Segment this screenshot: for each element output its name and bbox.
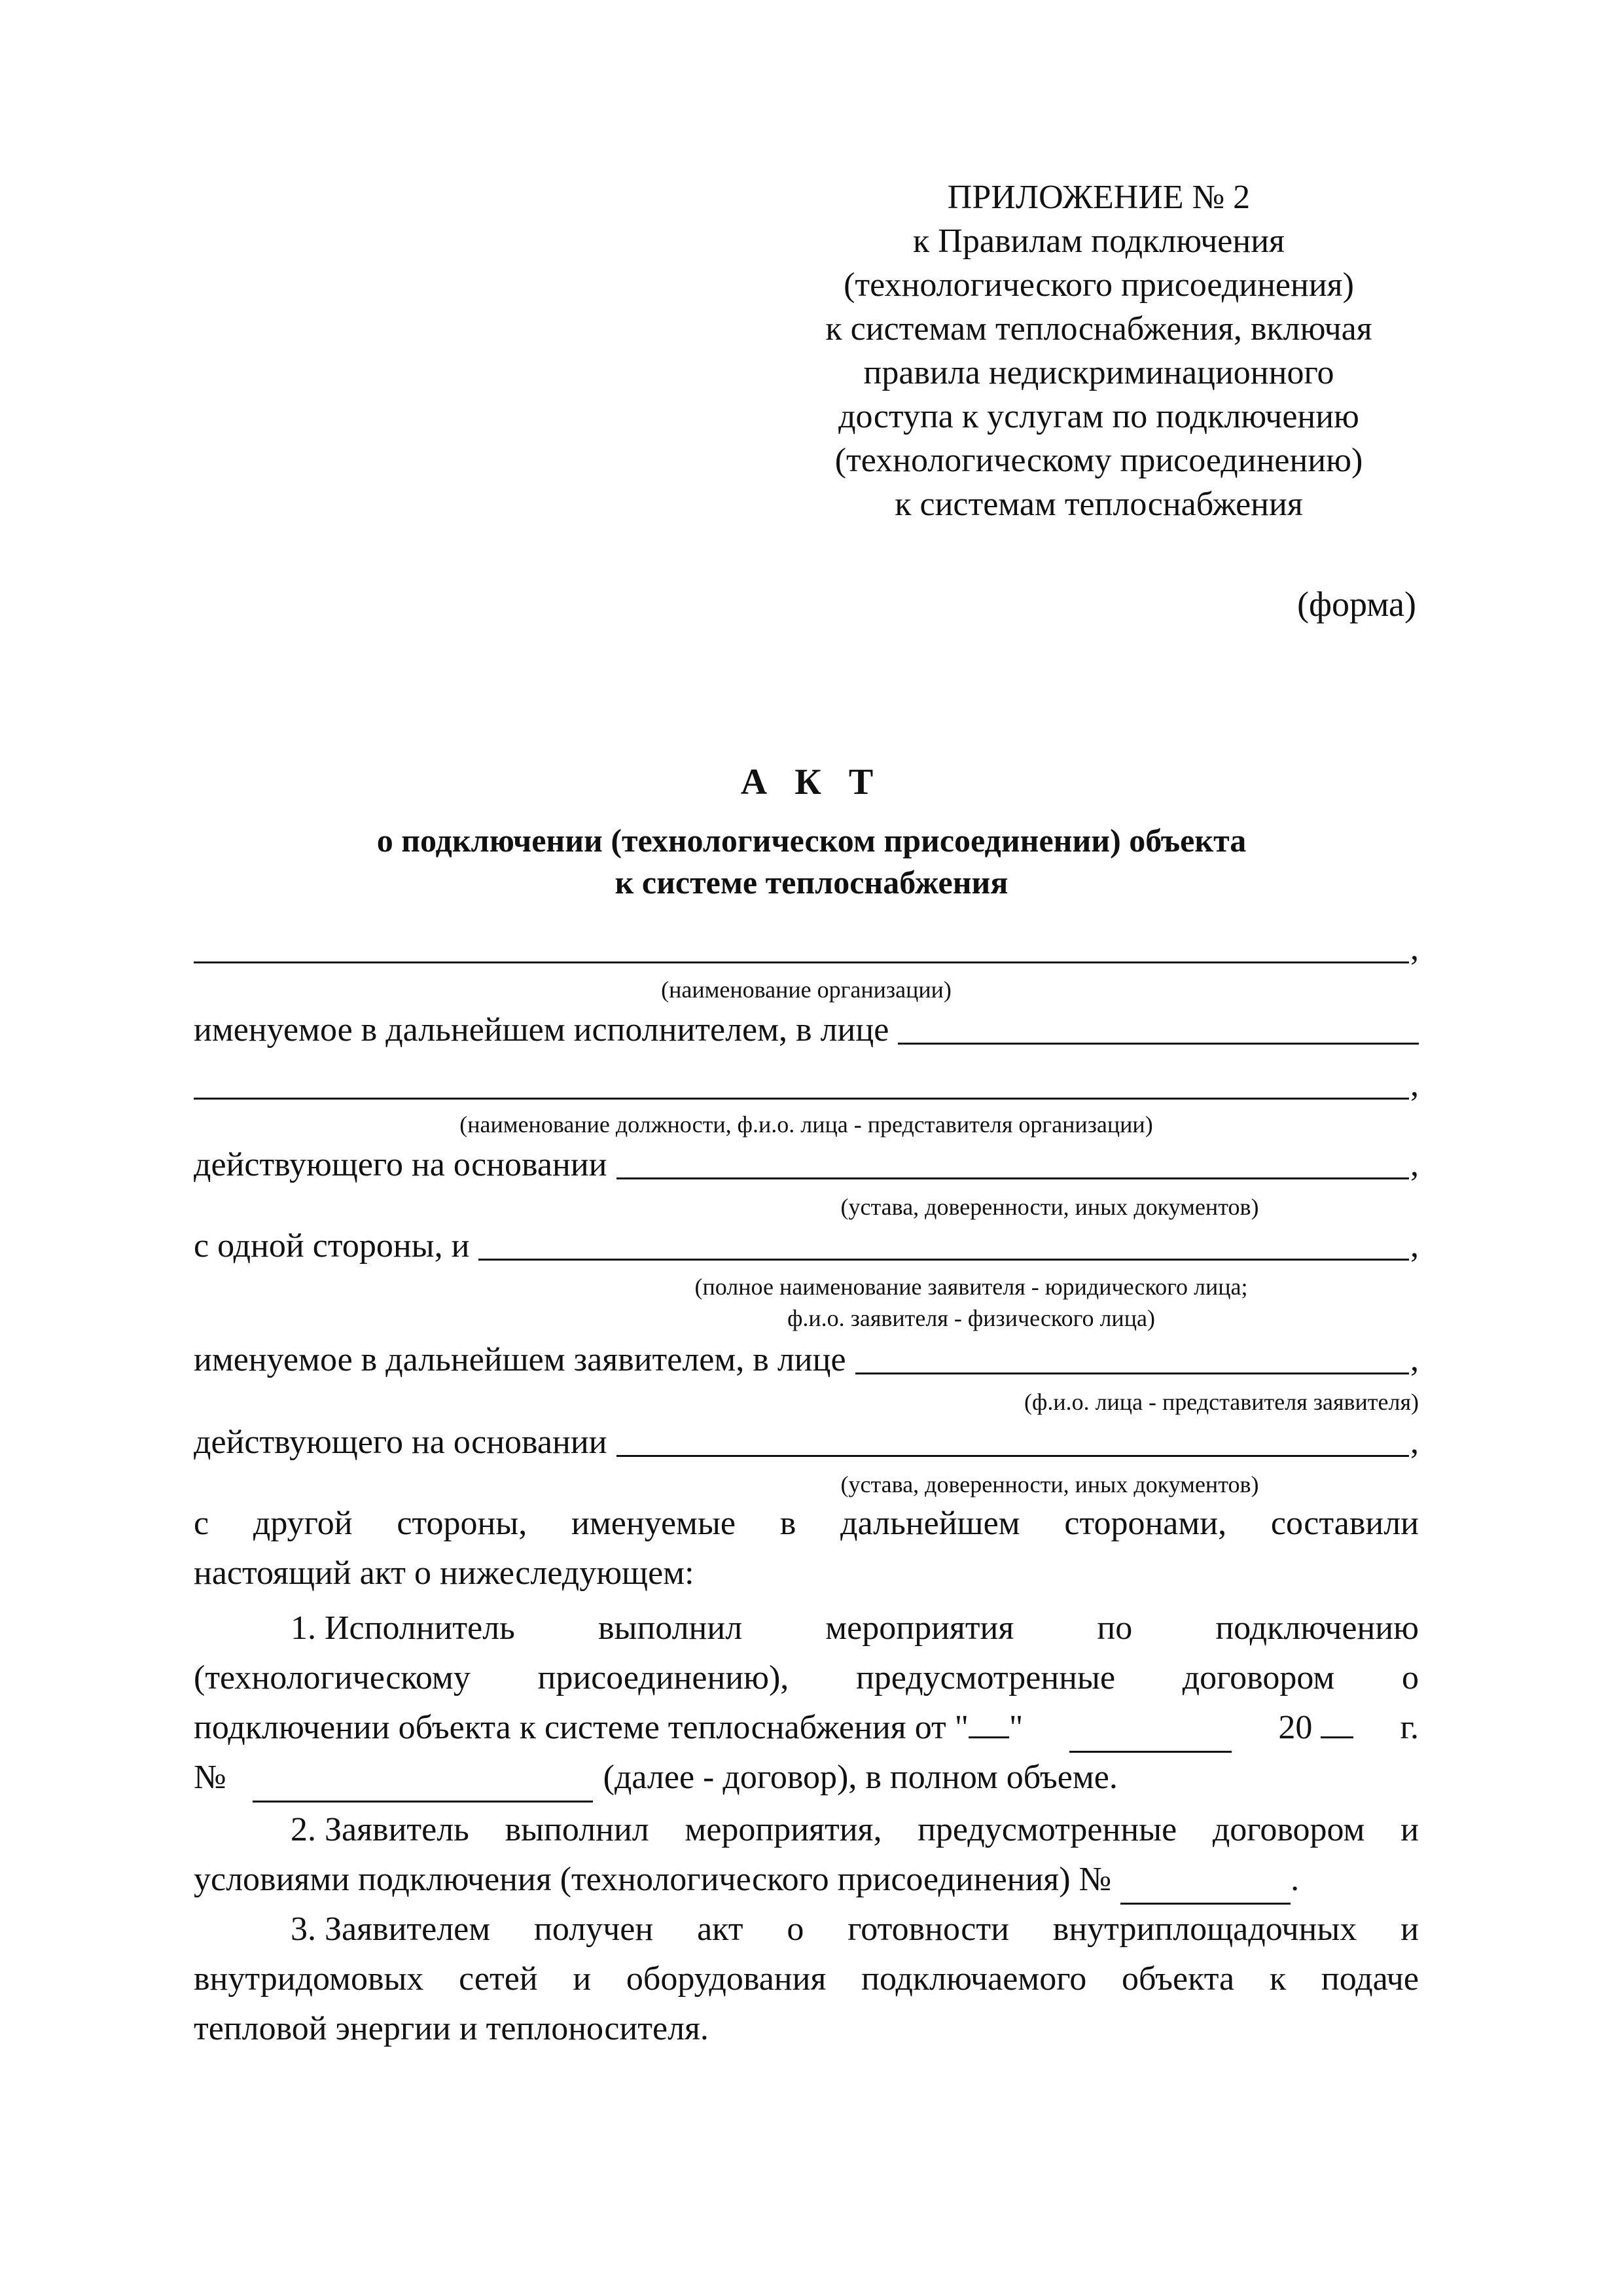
appendix-line: (технологического присоединения): [844, 266, 1354, 304]
paragraph-1: [194, 1604, 1419, 1803]
word: мероприятия,: [685, 1811, 882, 1848]
appendix-line: ПРИЛОЖЕНИЕ № 2: [947, 179, 1251, 216]
applicant-representative-field[interactable]: [855, 1344, 1409, 1374]
p1-rest-text: (далее - договор), в полном объеме.: [603, 1759, 1118, 1796]
word: составили: [1270, 1505, 1419, 1542]
word: и: [1400, 1910, 1419, 1948]
word: и: [573, 1960, 592, 1998]
appendix-line: доступа к услугам по подключению: [838, 398, 1359, 435]
act-heading: А К Т: [740, 762, 883, 802]
word: к: [1269, 1960, 1287, 1998]
p1-line-3: [194, 1703, 1419, 1753]
basis-row-1: [194, 1140, 1419, 1186]
hint-position: (наименование должности, ф.и.о. лица - представителя организации): [459, 1111, 1153, 1138]
comma: ,: [1410, 930, 1419, 967]
appendix-line: (технологическому присоединению): [834, 442, 1363, 479]
p3-line-3: [194, 2004, 1419, 2054]
p3-end-text: тепловой энергии и теплоносителя.: [194, 2010, 709, 2047]
word: именуемые: [571, 1505, 736, 1542]
word: мероприятия: [825, 1609, 1014, 1647]
contract-date-text: подключении объекта к системе теплоснабжения от ": [194, 1709, 969, 1746]
hint-applicant-2: ф.и.о. заявителя - физического лица): [787, 1305, 1155, 1331]
word: сетей: [459, 1960, 538, 1998]
conditions-number-field[interactable]: [1120, 1876, 1291, 1905]
contract-number-field[interactable]: [253, 1774, 593, 1803]
p3-line-1: [194, 1905, 1419, 1954]
basis-row-2: [194, 1418, 1419, 1463]
basis-label-2: действующего на основании: [194, 1424, 607, 1461]
appendix-line: к системам теплоснабжения, включая: [825, 310, 1372, 348]
appendix-line: правила недискриминационного: [863, 354, 1334, 391]
intro-line-2: [194, 1549, 1419, 1598]
position-field[interactable]: [194, 1069, 1409, 1100]
appendix-line: к Правилам подключения: [913, 223, 1285, 260]
word: подключению: [1215, 1609, 1419, 1647]
comma: ,: [1410, 1424, 1419, 1461]
word: дальнейшем: [840, 1505, 1020, 1542]
word: сторонами,: [1064, 1505, 1227, 1542]
applicant-name-field[interactable]: [478, 1230, 1409, 1261]
word: выполнил: [505, 1811, 649, 1848]
word: 3. Заявителем: [291, 1910, 491, 1948]
executor-row: [194, 1005, 1419, 1051]
basis-field-1[interactable]: [616, 1149, 1410, 1179]
word: предусмотренные: [855, 1659, 1116, 1696]
word: стороны,: [397, 1505, 527, 1542]
word: (технологическому: [194, 1659, 471, 1696]
word: и: [1400, 1811, 1419, 1848]
paragraph-2: [194, 1805, 1419, 1905]
p1-line-1: [194, 1604, 1419, 1653]
number-sign: №: [194, 1759, 226, 1796]
comma: ,: [1410, 1341, 1419, 1378]
hint-applicant-1: (полное наименование заявителя - юридического лица;: [694, 1274, 1248, 1300]
act-subtitle: [0, 819, 1623, 903]
p1-contract-date: [194, 1703, 1023, 1753]
p1-line-2: [194, 1653, 1419, 1703]
organization-field[interactable]: [194, 933, 1409, 963]
word: оборудования: [626, 1960, 827, 1998]
year-prefix: 20: [1278, 1709, 1313, 1746]
paragraph-3: [194, 1905, 1419, 2054]
word: договором: [1182, 1659, 1335, 1696]
word: внутридомовых: [194, 1960, 424, 1998]
hint-organization: (наименование организации): [661, 977, 952, 1003]
word: подаче: [1321, 1960, 1419, 1998]
word: подключаемого: [861, 1960, 1087, 1998]
word: 2. Заявитель: [291, 1811, 469, 1848]
word: готовности: [847, 1910, 1009, 1948]
word: акт: [697, 1910, 743, 1948]
word: предусмотренные: [918, 1811, 1177, 1848]
year-suffix: г.: [1400, 1709, 1419, 1746]
hint-documents-2: (устава, доверенности, иных документов): [840, 1471, 1259, 1498]
one-side-label: с одной стороны, и: [194, 1227, 470, 1265]
applicant-row: [194, 1335, 1419, 1381]
hint-documents-1: (устава, доверенности, иных документов): [840, 1194, 1259, 1220]
basis-label-1: действующего на основании: [194, 1146, 607, 1183]
p2-line-1: [194, 1805, 1419, 1855]
one-side-row: [194, 1221, 1419, 1267]
p1-line-4: [194, 1753, 1419, 1803]
form-label: (форма): [1297, 584, 1416, 624]
period: .: [1291, 1861, 1300, 1898]
word: с: [194, 1505, 209, 1542]
comma: ,: [1410, 1146, 1419, 1183]
intro-paragraph: [194, 1499, 1419, 1598]
contract-year-field[interactable]: [1321, 1710, 1353, 1738]
appendix-line: к системам теплоснабжения: [895, 486, 1303, 523]
word: выполнил: [597, 1609, 743, 1647]
intro-text: настоящий акт о нижеследующем:: [194, 1554, 694, 1592]
executor-representative-field[interactable]: [898, 1014, 1419, 1045]
act-subtitle-line: о подключении (технологическом присоединении) объекта: [376, 822, 1247, 859]
word: 1. Исполнитель: [291, 1609, 515, 1647]
p3-line-2: [194, 1954, 1419, 2004]
position-row: [194, 1060, 1419, 1106]
word: о: [787, 1910, 804, 1948]
p2-line-2: [194, 1855, 1419, 1905]
contract-month-field[interactable]: [1069, 1725, 1232, 1753]
quote: ": [1008, 1709, 1024, 1746]
executor-label: именуемое в дальнейшем исполнителем, в лице: [194, 1011, 889, 1049]
word: объекта: [1121, 1960, 1235, 1998]
act-subtitle-line: к системе теплоснабжения: [615, 864, 1008, 901]
word: договором: [1212, 1811, 1365, 1848]
appendix-header: [753, 175, 1445, 526]
intro-line-1: [194, 1499, 1419, 1549]
word: внутриплощадочных: [1052, 1910, 1357, 1948]
word: другой: [253, 1505, 353, 1542]
comma: ,: [1410, 1066, 1419, 1103]
word: получен: [534, 1910, 654, 1948]
word: в: [779, 1505, 796, 1542]
comma: ,: [1410, 1227, 1419, 1265]
contract-day-field[interactable]: [969, 1710, 1009, 1738]
basis-field-2[interactable]: [616, 1426, 1410, 1457]
word: по: [1097, 1609, 1133, 1647]
applicant-label: именуемое в дальнейшем заявителем, в лице: [194, 1341, 846, 1378]
word: о: [1401, 1659, 1419, 1696]
p2-conditions-text: условиями подключения (технологического присоединения) №: [194, 1861, 1112, 1898]
word: присоединению),: [537, 1659, 789, 1696]
organization-row: [194, 924, 1419, 970]
p1-year: [1278, 1703, 1353, 1753]
hint-applicant-rep: (ф.и.о. лица - представителя заявителя): [1024, 1389, 1419, 1415]
